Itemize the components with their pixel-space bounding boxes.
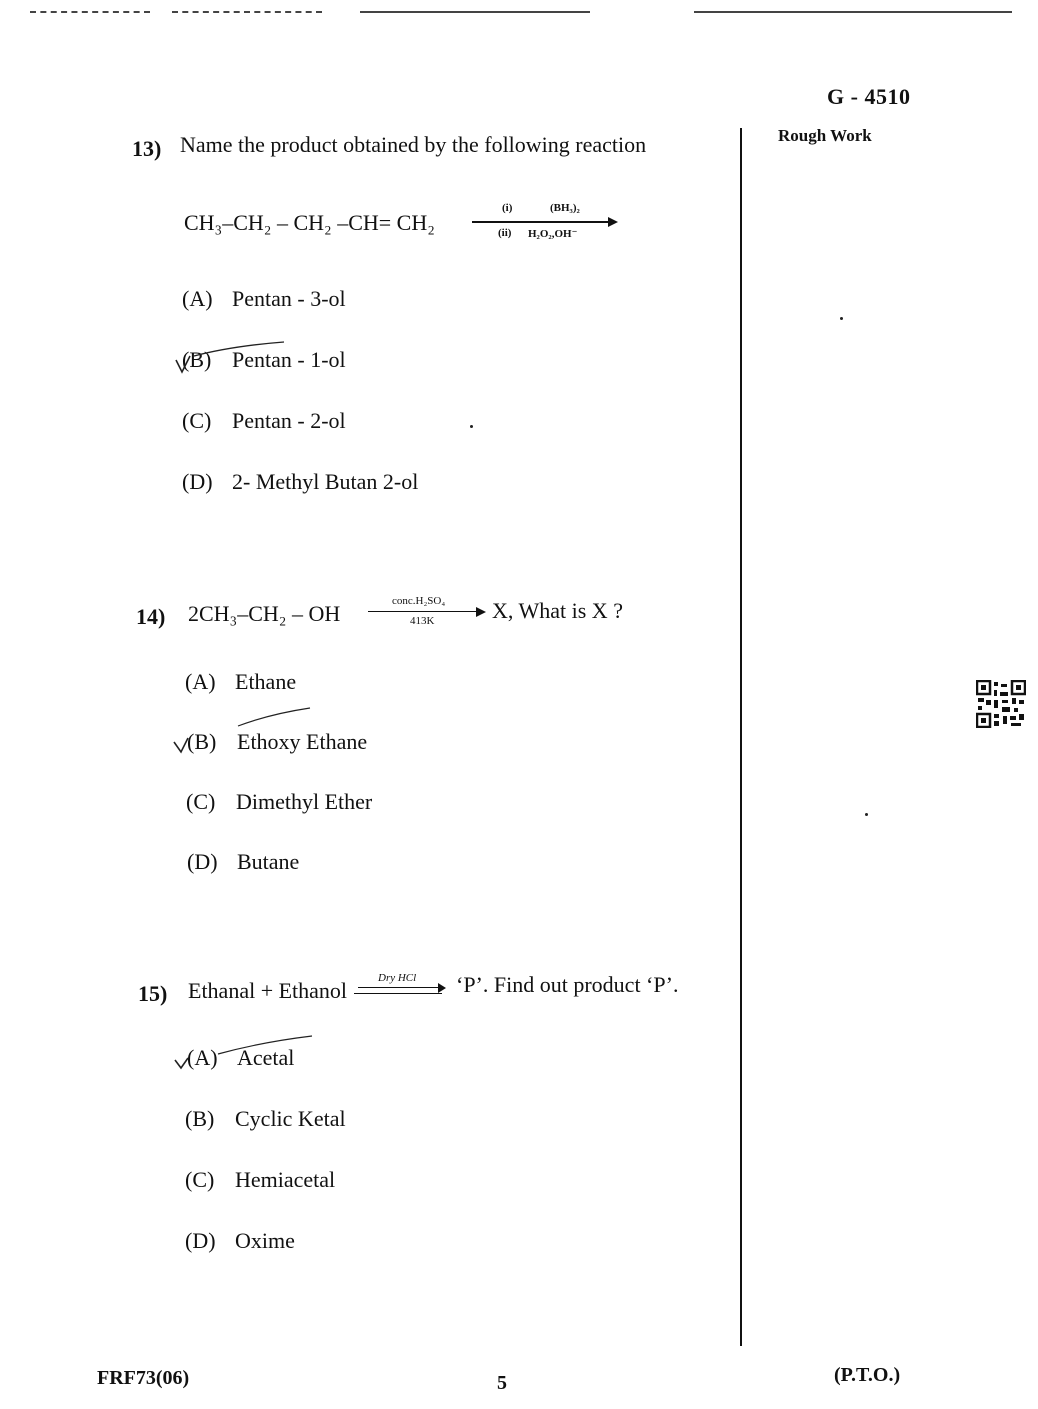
option-text: Dimethyl Ether <box>236 789 373 814</box>
q15-equilibrium-arrow <box>354 970 450 1000</box>
q15-handwritten-tick-mark <box>172 1032 317 1072</box>
footer-paper-id: FRF73(06) <box>97 1367 190 1389</box>
option-text: Hemiacetal <box>235 1167 336 1192</box>
option-label: (C) <box>185 1167 215 1192</box>
top-rule-4 <box>694 11 1012 13</box>
scan-speck <box>470 425 473 428</box>
paper-code: G - 4510 <box>827 84 911 109</box>
q15-option-b[interactable] <box>185 1106 346 1132</box>
q13-arrow-step2: (ii) <box>498 227 512 239</box>
option-text: 2- Methyl Butan 2-ol <box>232 469 419 494</box>
q13-option-c[interactable] <box>182 408 346 434</box>
option-text: Acetal <box>237 1045 295 1070</box>
page-number: 5 <box>497 1372 507 1394</box>
q15-option-d[interactable] <box>185 1228 295 1254</box>
q13-text: Name the product obtained by the following reaction <box>180 132 647 157</box>
option-label: (D) <box>185 1228 216 1253</box>
q13-arrow-reagent2: H₂O₂,OH⁻ <box>528 228 578 240</box>
q14-option-a[interactable] <box>185 669 296 695</box>
q14-number: 14) <box>136 604 166 629</box>
q13-arrow-reagent1: (BH₃)₂ <box>550 202 580 214</box>
option-text: Pentan - 3-ol <box>232 286 346 311</box>
option-label: (A) <box>187 1045 218 1070</box>
option-label: (A) <box>185 669 216 694</box>
rough-work-divider <box>740 128 742 1346</box>
option-text: Oxime <box>235 1228 295 1253</box>
q14-reactant: 2CH₃–CH₂ – OH <box>188 601 341 626</box>
q15-option-c[interactable] <box>185 1167 335 1193</box>
q14-arrow-reagent: conc.H₂SO₄ <box>392 595 446 607</box>
q13-reaction-arrow <box>472 200 622 244</box>
q14-arrow-condition: 413K <box>410 615 435 627</box>
top-rule-1 <box>30 11 150 13</box>
q14-handwritten-tick-mark <box>170 704 315 758</box>
q14-question-tail: X, What is X ? <box>492 598 623 623</box>
q13-arrow-step1: (i) <box>502 202 513 214</box>
top-rule-3 <box>360 11 590 13</box>
q13-handwritten-tick-mark <box>172 338 292 378</box>
rough-work-label: Rough Work <box>778 126 872 145</box>
option-label: (C) <box>186 789 216 814</box>
option-label: (B) <box>185 1106 215 1131</box>
option-label: (D) <box>182 469 213 494</box>
q13-option-d[interactable] <box>182 469 418 495</box>
option-label: (C) <box>182 408 212 433</box>
q15-question-tail: ‘P’. Find out product ‘P’. <box>456 972 679 997</box>
option-text: Cyclic Ketal <box>235 1106 346 1131</box>
q15-arrow-reagent: Dry HCl <box>378 972 417 984</box>
option-text: Ethane <box>235 669 297 694</box>
q14-reaction-arrow <box>368 595 490 631</box>
option-label: (A) <box>182 286 213 311</box>
option-text: Butane <box>237 849 300 874</box>
q14-option-d[interactable] <box>187 849 299 875</box>
scan-speck <box>840 317 843 320</box>
option-label: (D) <box>187 849 218 874</box>
q14-option-c[interactable] <box>186 789 372 815</box>
q13-option-a[interactable] <box>182 286 346 312</box>
q13-reactant: CH₃–CH₂ – CH₂ –CH= CH₂ <box>184 210 435 235</box>
please-turn-over: (P.T.O.) <box>834 1364 901 1386</box>
q15-number: 15) <box>138 981 168 1006</box>
option-label: (B) <box>187 729 217 754</box>
option-text: Pentan - 2-ol <box>232 408 346 433</box>
option-label: (B) <box>182 347 212 372</box>
option-text: Ethoxy Ethane <box>237 729 368 754</box>
q13-number: 13) <box>132 136 162 161</box>
option-text: Pentan - 1-ol <box>232 347 346 372</box>
q15-reactant: Ethanal + Ethanol <box>188 978 348 1003</box>
top-rule-2 <box>172 11 322 13</box>
qr-code-icon <box>976 680 1026 728</box>
scan-speck <box>865 813 868 816</box>
